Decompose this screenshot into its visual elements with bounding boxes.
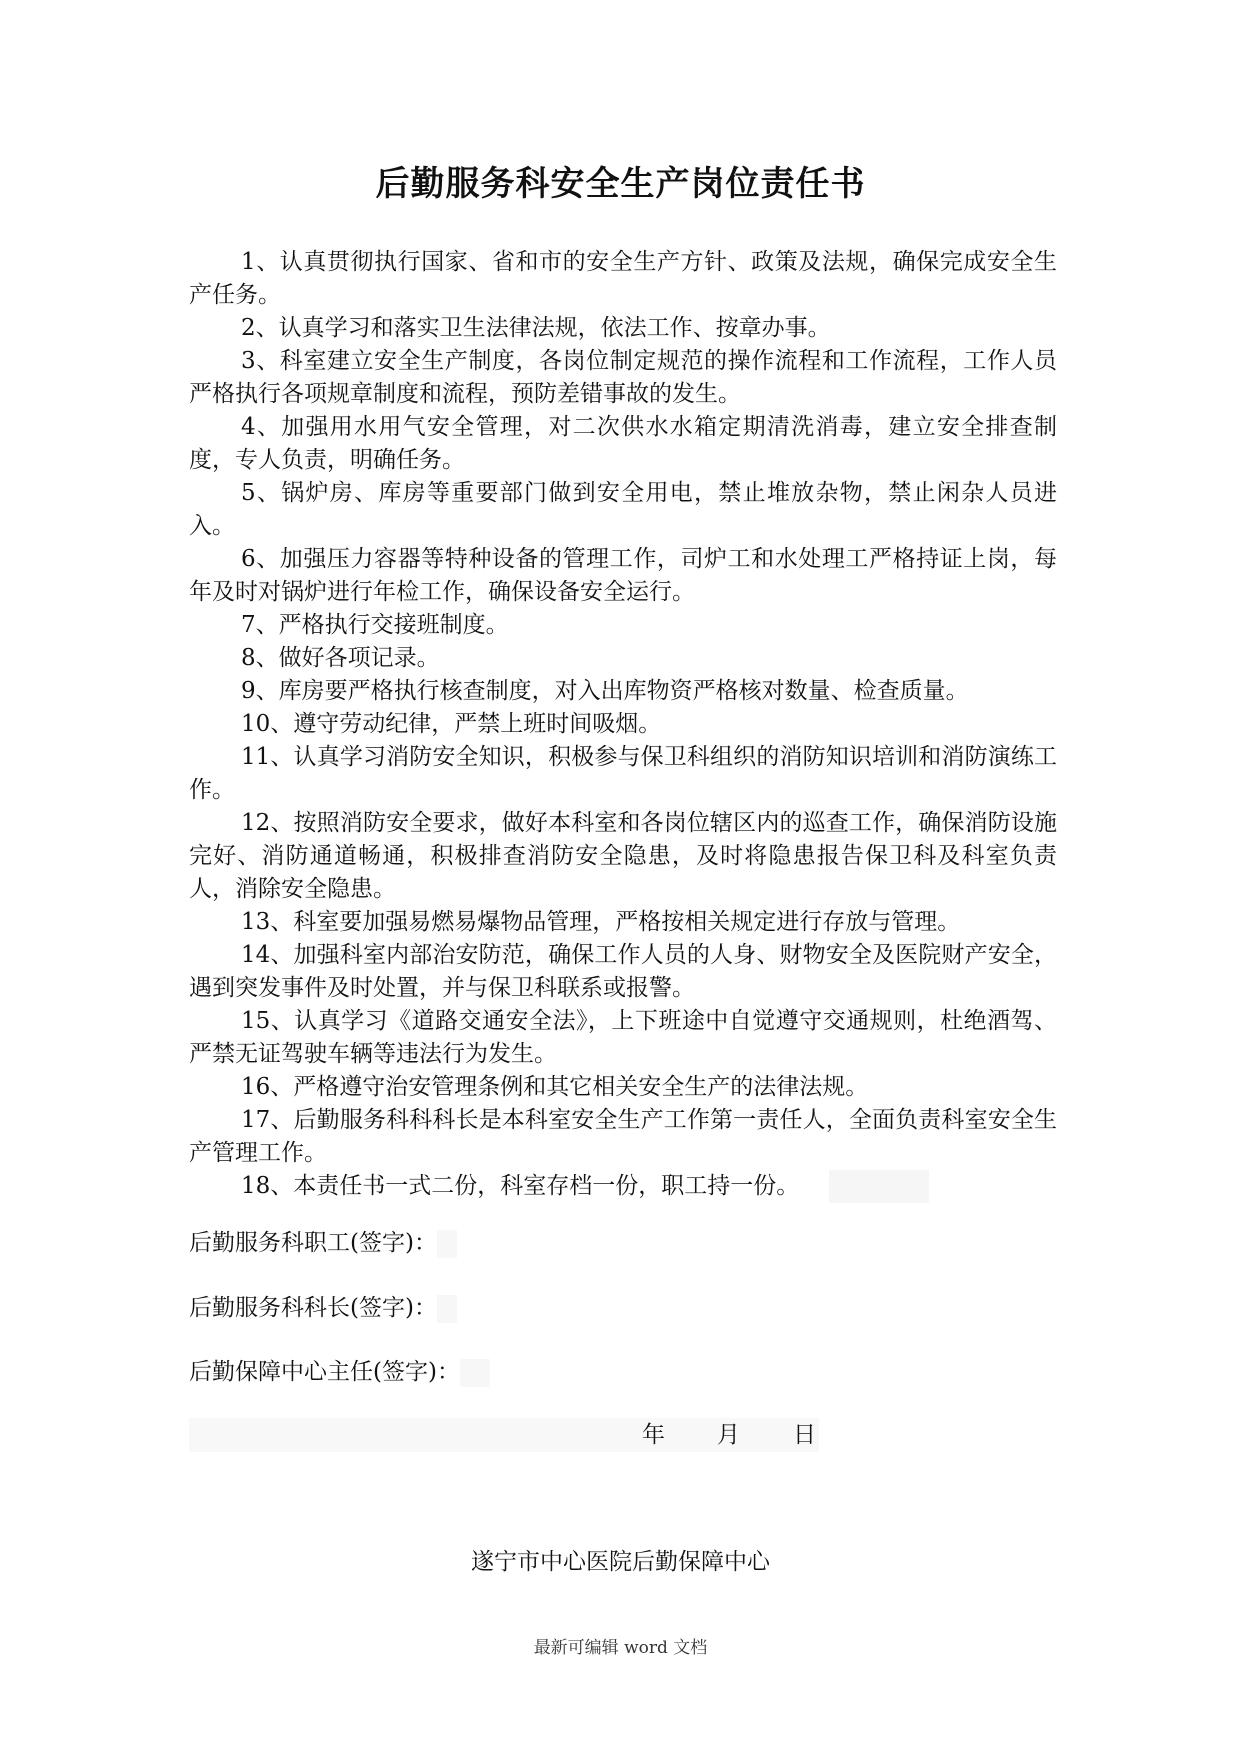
clause-item: 6、加强压力容器等特种设备的管理工作，司炉工和水处理工严格持证上岗，每年及时对锅炉进行年检工作，确保设备安全运行。 — [189, 546, 1057, 605]
clause-item: 7、严格执行交接班制度。 — [241, 612, 509, 638]
page-footer: 最新可编辑 word 文档 — [533, 1638, 708, 1658]
clause-item: 9、库房要严格执行核查制度，对入出库物资严格核对数量、检查质量。 — [241, 678, 969, 704]
document-title: 后勤服务科安全生产岗位责任书 — [375, 164, 866, 204]
clause-list — [189, 246, 1057, 1203]
clause-item: 5、锅炉房、库房等重要部门做到安全用电，禁止堆放杂物，禁止闲杂人员进入。 — [189, 480, 1057, 539]
clause-item: 15、认真学习《道路交通安全法》，上下班途中自觉遵守交通规则，杜绝酒驾、严禁无证驾驶车辆等违法行为发生。 — [189, 1008, 1057, 1067]
date-day-label: 日 — [793, 1422, 816, 1448]
staff-signature-line — [189, 1227, 457, 1260]
clause-item: 8、做好各项记录。 — [241, 645, 440, 671]
chief-signature-line — [189, 1292, 457, 1325]
clause-item: 10、遵守劳动纪律，严禁上班时间吸烟。 — [241, 711, 662, 737]
date-month-label: 月 — [717, 1422, 740, 1448]
signature-field[interactable] — [437, 1295, 457, 1323]
clause-item: 18、本责任书一式二份，科室存档一份，职工持一份。 — [189, 1170, 1057, 1203]
issuing-organization: 遂宁市中心医院后勤保障中心 — [471, 1549, 770, 1575]
clause-item: 13、科室要加强易燃易爆物品管理，严格按相关规定进行存放与管理。 — [241, 909, 961, 935]
director-signature-line — [189, 1356, 490, 1389]
director-signature-label: 后勤保障中心主任(签字)： — [189, 1359, 460, 1385]
clause-item: 3、科室建立安全生产制度，各岗位制定规范的操作流程和工作流程，工作人员严格执行各项规章制度和流程，预防差错事故的发生。 — [189, 348, 1057, 407]
chief-signature-label: 后勤服务科科长(签字)： — [189, 1295, 437, 1321]
date-year-label: 年 — [642, 1422, 665, 1448]
clause-item: 16、严格遵守治安管理条例和其它相关安全生产的法律法规。 — [241, 1074, 869, 1100]
clause-item: 17、后勤服务科科科长是本科室安全生产工作第一责任人，全面负责科室安全生产管理工作。 — [189, 1107, 1057, 1166]
clause-item: 2、认真学习和落实卫生法律法规，依法工作、按章办事。 — [241, 315, 831, 341]
staff-signature-label: 后勤服务科职工(签字)： — [189, 1230, 437, 1256]
clause-item: 1、认真贯彻执行国家、省和市的安全生产方针、政策及法规，确保完成安全生产任务。 — [189, 249, 1057, 308]
clause-item: 14、加强科室内部治安防范，确保工作人员的人身、财物安全及医院财产安全，遇到突发事件及时处置，并与保卫科联系或报警。 — [189, 942, 1057, 1001]
clause-item: 11、认真学习消防安全知识，积极参与保卫科组织的消防知识培训和消防演练工作。 — [189, 744, 1057, 803]
signature-field[interactable] — [437, 1230, 457, 1258]
clause-item: 12、按照消防安全要求，做好本科室和各岗位辖区内的巡查工作，确保消防设施完好、消防通道畅通，积极排查消防安全隐患，及时将隐患报告保卫科及科室负责人，消除安全隐患。 — [189, 810, 1057, 902]
clause-item: 4、加强用水用气安全管理，对二次供水水箱定期清洗消毒，建立安全排查制度，专人负责，明确任务。 — [189, 414, 1057, 473]
signature-field[interactable] — [460, 1359, 490, 1387]
